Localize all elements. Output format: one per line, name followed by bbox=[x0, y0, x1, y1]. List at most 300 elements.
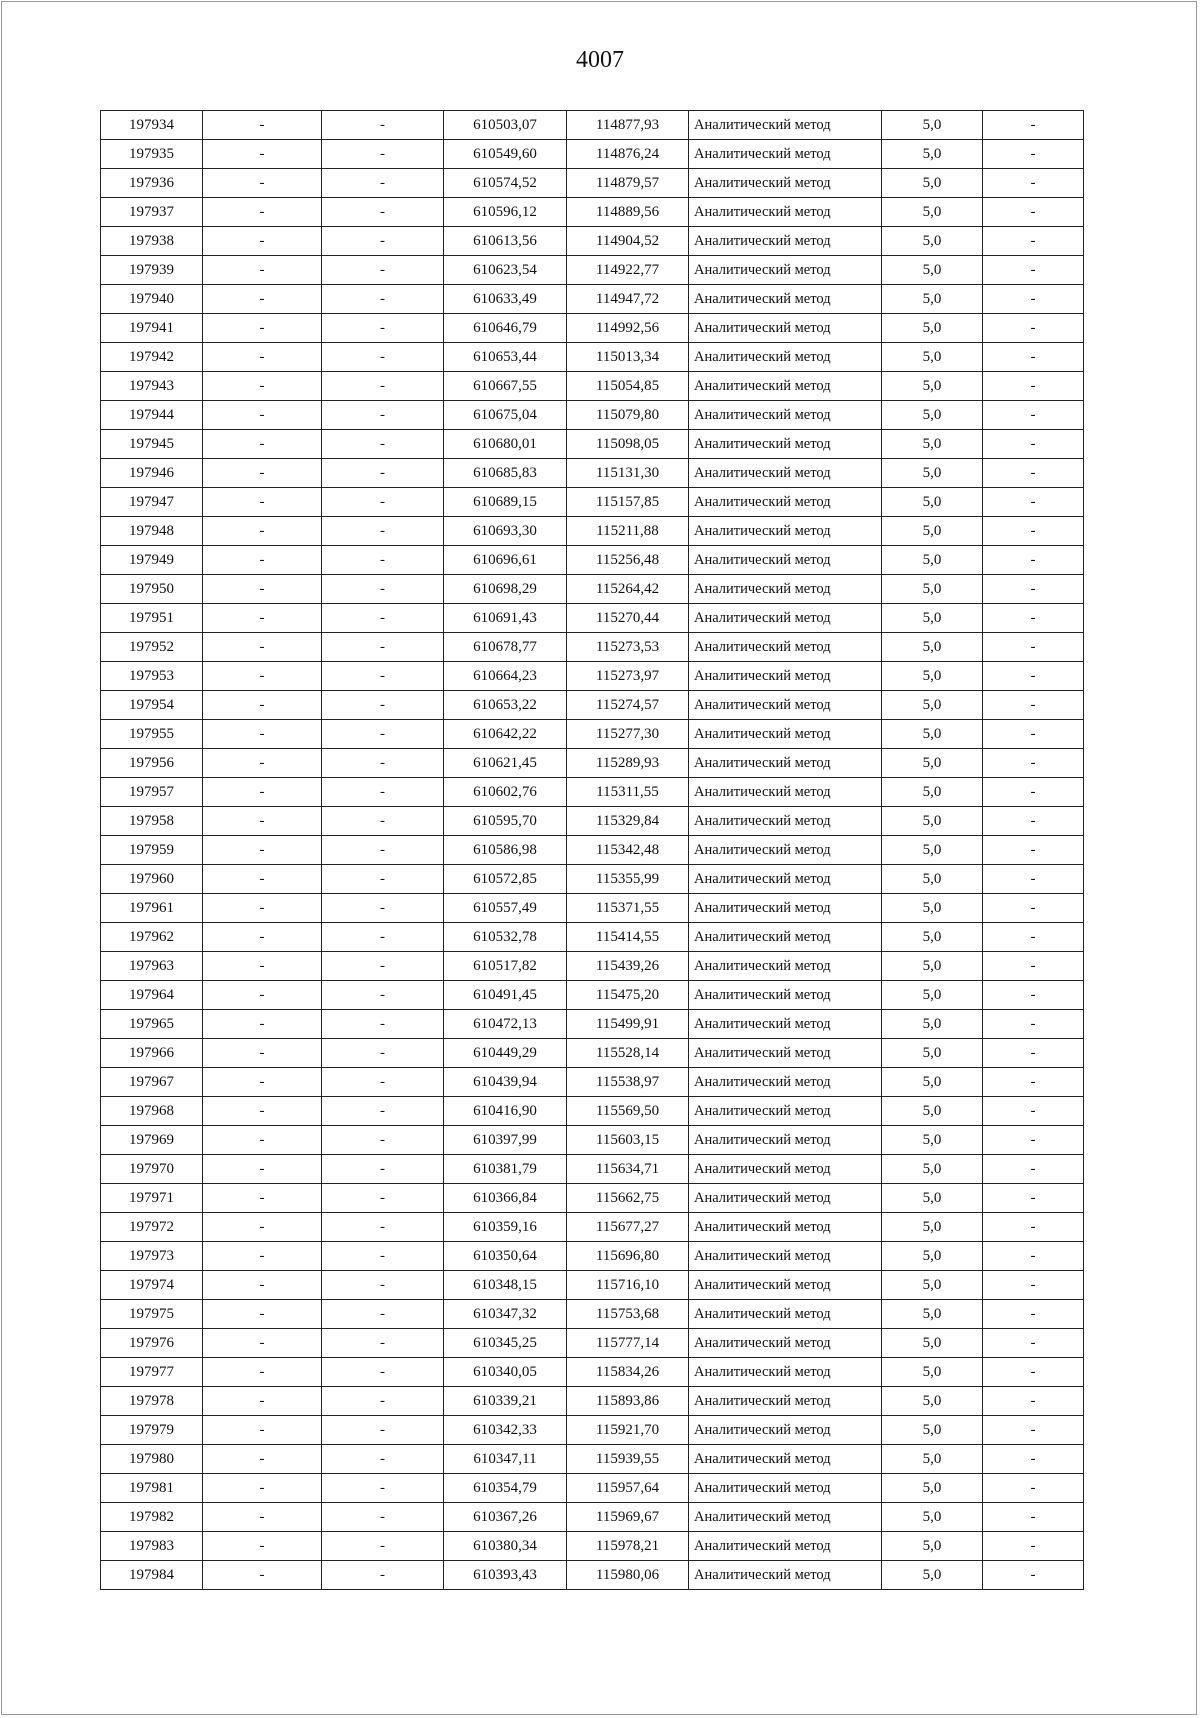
point-id-cell: 197974 bbox=[101, 1271, 203, 1300]
coord-x-cell: 610698,29 bbox=[444, 575, 567, 604]
method-cell: Аналитический метод bbox=[689, 633, 882, 662]
accuracy-cell: 5,0 bbox=[882, 1126, 983, 1155]
empty-cell-a: - bbox=[203, 691, 322, 720]
coord-x-cell: 610381,79 bbox=[444, 1155, 567, 1184]
empty-cell-c: - bbox=[983, 1184, 1084, 1213]
coord-x-cell: 610359,16 bbox=[444, 1213, 567, 1242]
coord-y-cell: 115264,42 bbox=[567, 575, 689, 604]
coord-y-cell: 115274,57 bbox=[567, 691, 689, 720]
coord-y-cell: 115475,20 bbox=[567, 981, 689, 1010]
table-row bbox=[101, 604, 1084, 633]
accuracy-cell: 5,0 bbox=[882, 546, 983, 575]
empty-cell-a: - bbox=[203, 778, 322, 807]
accuracy-cell: 5,0 bbox=[882, 1416, 983, 1445]
empty-cell-b: - bbox=[322, 285, 444, 314]
empty-cell-c: - bbox=[983, 1329, 1084, 1358]
method-cell: Аналитический метод bbox=[689, 1474, 882, 1503]
accuracy-cell: 5,0 bbox=[882, 1300, 983, 1329]
coord-y-cell: 114889,56 bbox=[567, 198, 689, 227]
table-row bbox=[101, 1010, 1084, 1039]
method-cell: Аналитический метод bbox=[689, 459, 882, 488]
coord-x-cell: 610397,99 bbox=[444, 1126, 567, 1155]
method-cell: Аналитический метод bbox=[689, 1532, 882, 1561]
coord-x-cell: 610691,43 bbox=[444, 604, 567, 633]
empty-cell-a: - bbox=[203, 1329, 322, 1358]
page-number: 4007 bbox=[576, 47, 624, 73]
coord-x-cell: 610642,22 bbox=[444, 720, 567, 749]
empty-cell-b: - bbox=[322, 198, 444, 227]
point-id-cell: 197949 bbox=[101, 546, 203, 575]
point-id-cell: 197980 bbox=[101, 1445, 203, 1474]
method-cell: Аналитический метод bbox=[689, 140, 882, 169]
coord-y-cell: 114876,24 bbox=[567, 140, 689, 169]
empty-cell-b: - bbox=[322, 1184, 444, 1213]
method-cell: Аналитический метод bbox=[689, 749, 882, 778]
method-cell: Аналитический метод bbox=[689, 343, 882, 372]
method-cell: Аналитический метод bbox=[689, 720, 882, 749]
empty-cell-c: - bbox=[983, 546, 1084, 575]
coord-x-cell: 610503,07 bbox=[444, 111, 567, 140]
accuracy-cell: 5,0 bbox=[882, 1561, 983, 1590]
coord-x-cell: 610557,49 bbox=[444, 894, 567, 923]
empty-cell-a: - bbox=[203, 1387, 322, 1416]
empty-cell-b: - bbox=[322, 256, 444, 285]
empty-cell-a: - bbox=[203, 662, 322, 691]
accuracy-cell: 5,0 bbox=[882, 314, 983, 343]
empty-cell-a: - bbox=[203, 169, 322, 198]
empty-cell-b: - bbox=[322, 1503, 444, 1532]
method-cell: Аналитический метод bbox=[689, 546, 882, 575]
accuracy-cell: 5,0 bbox=[882, 633, 983, 662]
empty-cell-c: - bbox=[983, 865, 1084, 894]
table-row bbox=[101, 749, 1084, 778]
empty-cell-b: - bbox=[322, 662, 444, 691]
empty-cell-c: - bbox=[983, 111, 1084, 140]
empty-cell-b: - bbox=[322, 952, 444, 981]
coord-x-cell: 610367,26 bbox=[444, 1503, 567, 1532]
method-cell: Аналитический метод bbox=[689, 662, 882, 691]
accuracy-cell: 5,0 bbox=[882, 865, 983, 894]
empty-cell-b: - bbox=[322, 1271, 444, 1300]
accuracy-cell: 5,0 bbox=[882, 662, 983, 691]
method-cell: Аналитический метод bbox=[689, 691, 882, 720]
table-row bbox=[101, 1416, 1084, 1445]
empty-cell-a: - bbox=[203, 1039, 322, 1068]
table-row bbox=[101, 807, 1084, 836]
empty-cell-a: - bbox=[203, 1010, 322, 1039]
empty-cell-c: - bbox=[983, 633, 1084, 662]
coord-y-cell: 115969,67 bbox=[567, 1503, 689, 1532]
coord-y-cell: 115289,93 bbox=[567, 749, 689, 778]
method-cell: Аналитический метод bbox=[689, 865, 882, 894]
accuracy-cell: 5,0 bbox=[882, 198, 983, 227]
point-id-cell: 197961 bbox=[101, 894, 203, 923]
empty-cell-c: - bbox=[983, 778, 1084, 807]
point-id-cell: 197939 bbox=[101, 256, 203, 285]
method-cell: Аналитический метод bbox=[689, 517, 882, 546]
accuracy-cell: 5,0 bbox=[882, 894, 983, 923]
coord-x-cell: 610339,21 bbox=[444, 1387, 567, 1416]
point-id-cell: 197968 bbox=[101, 1097, 203, 1126]
point-id-cell: 197979 bbox=[101, 1416, 203, 1445]
method-cell: Аналитический метод bbox=[689, 1097, 882, 1126]
table-row bbox=[101, 430, 1084, 459]
point-id-cell: 197936 bbox=[101, 169, 203, 198]
table-row bbox=[101, 169, 1084, 198]
table-row bbox=[101, 691, 1084, 720]
coord-y-cell: 115414,55 bbox=[567, 923, 689, 952]
point-id-cell: 197934 bbox=[101, 111, 203, 140]
coord-y-cell: 115098,05 bbox=[567, 430, 689, 459]
coord-y-cell: 114922,77 bbox=[567, 256, 689, 285]
coord-x-cell: 610689,15 bbox=[444, 488, 567, 517]
point-id-cell: 197960 bbox=[101, 865, 203, 894]
table-row bbox=[101, 401, 1084, 430]
coord-y-cell: 115054,85 bbox=[567, 372, 689, 401]
empty-cell-b: - bbox=[322, 488, 444, 517]
coord-x-cell: 610678,77 bbox=[444, 633, 567, 662]
coord-y-cell: 115277,30 bbox=[567, 720, 689, 749]
method-cell: Аналитический метод bbox=[689, 981, 882, 1010]
accuracy-cell: 5,0 bbox=[882, 1039, 983, 1068]
accuracy-cell: 5,0 bbox=[882, 256, 983, 285]
table-row bbox=[101, 517, 1084, 546]
coord-y-cell: 114947,72 bbox=[567, 285, 689, 314]
coord-y-cell: 114904,52 bbox=[567, 227, 689, 256]
table-row bbox=[101, 546, 1084, 575]
point-id-cell: 197954 bbox=[101, 691, 203, 720]
table-row bbox=[101, 836, 1084, 865]
empty-cell-b: - bbox=[322, 227, 444, 256]
coord-x-cell: 610633,49 bbox=[444, 285, 567, 314]
empty-cell-c: - bbox=[983, 1068, 1084, 1097]
empty-cell-a: - bbox=[203, 575, 322, 604]
empty-cell-b: - bbox=[322, 1300, 444, 1329]
accuracy-cell: 5,0 bbox=[882, 1358, 983, 1387]
table-row bbox=[101, 720, 1084, 749]
point-id-cell: 197938 bbox=[101, 227, 203, 256]
empty-cell-b: - bbox=[322, 517, 444, 546]
empty-cell-a: - bbox=[203, 1184, 322, 1213]
empty-cell-c: - bbox=[983, 198, 1084, 227]
table-row bbox=[101, 1300, 1084, 1329]
empty-cell-c: - bbox=[983, 691, 1084, 720]
point-id-cell: 197950 bbox=[101, 575, 203, 604]
coord-y-cell: 115716,10 bbox=[567, 1271, 689, 1300]
empty-cell-b: - bbox=[322, 1242, 444, 1271]
point-id-cell: 197955 bbox=[101, 720, 203, 749]
table-row bbox=[101, 314, 1084, 343]
point-id-cell: 197935 bbox=[101, 140, 203, 169]
point-id-cell: 197946 bbox=[101, 459, 203, 488]
table-row bbox=[101, 1474, 1084, 1503]
empty-cell-a: - bbox=[203, 1213, 322, 1242]
method-cell: Аналитический метод bbox=[689, 1242, 882, 1271]
table-row bbox=[101, 343, 1084, 372]
point-id-cell: 197951 bbox=[101, 604, 203, 633]
point-id-cell: 197937 bbox=[101, 198, 203, 227]
table-row bbox=[101, 227, 1084, 256]
coord-y-cell: 114877,93 bbox=[567, 111, 689, 140]
empty-cell-a: - bbox=[203, 256, 322, 285]
empty-cell-c: - bbox=[983, 1271, 1084, 1300]
method-cell: Аналитический метод bbox=[689, 1416, 882, 1445]
accuracy-cell: 5,0 bbox=[882, 1387, 983, 1416]
empty-cell-b: - bbox=[322, 1474, 444, 1503]
accuracy-cell: 5,0 bbox=[882, 604, 983, 633]
point-id-cell: 197944 bbox=[101, 401, 203, 430]
accuracy-cell: 5,0 bbox=[882, 517, 983, 546]
accuracy-cell: 5,0 bbox=[882, 111, 983, 140]
coord-y-cell: 115211,88 bbox=[567, 517, 689, 546]
method-cell: Аналитический метод bbox=[689, 836, 882, 865]
accuracy-cell: 5,0 bbox=[882, 749, 983, 778]
table-row bbox=[101, 198, 1084, 227]
point-id-cell: 197978 bbox=[101, 1387, 203, 1416]
empty-cell-b: - bbox=[322, 836, 444, 865]
empty-cell-a: - bbox=[203, 1532, 322, 1561]
empty-cell-b: - bbox=[322, 1416, 444, 1445]
coord-x-cell: 610693,30 bbox=[444, 517, 567, 546]
coord-x-cell: 610347,11 bbox=[444, 1445, 567, 1474]
empty-cell-b: - bbox=[322, 923, 444, 952]
empty-cell-c: - bbox=[983, 1155, 1084, 1184]
coord-x-cell: 610380,34 bbox=[444, 1532, 567, 1561]
method-cell: Аналитический метод bbox=[689, 1126, 882, 1155]
coord-y-cell: 115662,75 bbox=[567, 1184, 689, 1213]
table-row bbox=[101, 1329, 1084, 1358]
point-id-cell: 197963 bbox=[101, 952, 203, 981]
method-cell: Аналитический метод bbox=[689, 923, 882, 952]
coord-y-cell: 115634,71 bbox=[567, 1155, 689, 1184]
accuracy-cell: 5,0 bbox=[882, 1213, 983, 1242]
method-cell: Аналитический метод bbox=[689, 778, 882, 807]
coord-x-cell: 610449,29 bbox=[444, 1039, 567, 1068]
accuracy-cell: 5,0 bbox=[882, 575, 983, 604]
empty-cell-b: - bbox=[322, 1532, 444, 1561]
point-id-cell: 197953 bbox=[101, 662, 203, 691]
point-id-cell: 197973 bbox=[101, 1242, 203, 1271]
accuracy-cell: 5,0 bbox=[882, 372, 983, 401]
point-id-cell: 197977 bbox=[101, 1358, 203, 1387]
point-id-cell: 197956 bbox=[101, 749, 203, 778]
empty-cell-a: - bbox=[203, 865, 322, 894]
table-row bbox=[101, 575, 1084, 604]
method-cell: Аналитический метод bbox=[689, 1010, 882, 1039]
empty-cell-a: - bbox=[203, 633, 322, 662]
coord-x-cell: 610621,45 bbox=[444, 749, 567, 778]
point-id-cell: 197972 bbox=[101, 1213, 203, 1242]
empty-cell-c: - bbox=[983, 662, 1084, 691]
empty-cell-c: - bbox=[983, 1039, 1084, 1068]
coord-y-cell: 115980,06 bbox=[567, 1561, 689, 1590]
accuracy-cell: 5,0 bbox=[882, 227, 983, 256]
coord-y-cell: 115893,86 bbox=[567, 1387, 689, 1416]
accuracy-cell: 5,0 bbox=[882, 1503, 983, 1532]
empty-cell-c: - bbox=[983, 952, 1084, 981]
table-row bbox=[101, 1097, 1084, 1126]
coord-y-cell: 115342,48 bbox=[567, 836, 689, 865]
empty-cell-a: - bbox=[203, 1068, 322, 1097]
coord-y-cell: 115603,15 bbox=[567, 1126, 689, 1155]
empty-cell-a: - bbox=[203, 749, 322, 778]
empty-cell-c: - bbox=[983, 459, 1084, 488]
accuracy-cell: 5,0 bbox=[882, 285, 983, 314]
method-cell: Аналитический метод bbox=[689, 169, 882, 198]
coord-y-cell: 114879,57 bbox=[567, 169, 689, 198]
table-row bbox=[101, 1242, 1084, 1271]
empty-cell-a: - bbox=[203, 1561, 322, 1590]
point-id-cell: 197957 bbox=[101, 778, 203, 807]
accuracy-cell: 5,0 bbox=[882, 952, 983, 981]
empty-cell-a: - bbox=[203, 923, 322, 952]
method-cell: Аналитический метод bbox=[689, 1445, 882, 1474]
point-id-cell: 197945 bbox=[101, 430, 203, 459]
empty-cell-a: - bbox=[203, 430, 322, 459]
accuracy-cell: 5,0 bbox=[882, 691, 983, 720]
coord-y-cell: 115371,55 bbox=[567, 894, 689, 923]
empty-cell-b: - bbox=[322, 1039, 444, 1068]
method-cell: Аналитический метод bbox=[689, 198, 882, 227]
empty-cell-c: - bbox=[983, 1503, 1084, 1532]
method-cell: Аналитический метод bbox=[689, 807, 882, 836]
empty-cell-c: - bbox=[983, 430, 1084, 459]
coord-x-cell: 610347,32 bbox=[444, 1300, 567, 1329]
accuracy-cell: 5,0 bbox=[882, 140, 983, 169]
empty-cell-a: - bbox=[203, 488, 322, 517]
method-cell: Аналитический метод bbox=[689, 604, 882, 633]
accuracy-cell: 5,0 bbox=[882, 1271, 983, 1300]
empty-cell-c: - bbox=[983, 1213, 1084, 1242]
accuracy-cell: 5,0 bbox=[882, 1474, 983, 1503]
empty-cell-a: - bbox=[203, 836, 322, 865]
empty-cell-c: - bbox=[983, 1474, 1084, 1503]
method-cell: Аналитический метод bbox=[689, 1068, 882, 1097]
empty-cell-b: - bbox=[322, 459, 444, 488]
coord-y-cell: 115753,68 bbox=[567, 1300, 689, 1329]
empty-cell-a: - bbox=[203, 227, 322, 256]
table-row bbox=[101, 1126, 1084, 1155]
empty-cell-a: - bbox=[203, 314, 322, 343]
coord-x-cell: 610354,79 bbox=[444, 1474, 567, 1503]
empty-cell-a: - bbox=[203, 1358, 322, 1387]
empty-cell-c: - bbox=[983, 517, 1084, 546]
empty-cell-c: - bbox=[983, 807, 1084, 836]
empty-cell-b: - bbox=[322, 1068, 444, 1097]
coord-x-cell: 610623,54 bbox=[444, 256, 567, 285]
coord-x-cell: 610602,76 bbox=[444, 778, 567, 807]
coord-x-cell: 610653,44 bbox=[444, 343, 567, 372]
accuracy-cell: 5,0 bbox=[882, 923, 983, 952]
empty-cell-c: - bbox=[983, 1126, 1084, 1155]
coord-y-cell: 115978,21 bbox=[567, 1532, 689, 1561]
coord-x-cell: 610366,84 bbox=[444, 1184, 567, 1213]
table-row bbox=[101, 1184, 1084, 1213]
empty-cell-a: - bbox=[203, 604, 322, 633]
point-id-cell: 197969 bbox=[101, 1126, 203, 1155]
table-body bbox=[101, 111, 1084, 1590]
coord-x-cell: 610340,05 bbox=[444, 1358, 567, 1387]
method-cell: Аналитический метод bbox=[689, 1184, 882, 1213]
coord-x-cell: 610345,25 bbox=[444, 1329, 567, 1358]
coord-x-cell: 610393,43 bbox=[444, 1561, 567, 1590]
point-id-cell: 197942 bbox=[101, 343, 203, 372]
accuracy-cell: 5,0 bbox=[882, 836, 983, 865]
empty-cell-a: - bbox=[203, 546, 322, 575]
table-row bbox=[101, 372, 1084, 401]
table-row bbox=[101, 1503, 1084, 1532]
coord-x-cell: 610664,23 bbox=[444, 662, 567, 691]
method-cell: Аналитический метод bbox=[689, 430, 882, 459]
point-id-cell: 197959 bbox=[101, 836, 203, 865]
method-cell: Аналитический метод bbox=[689, 1213, 882, 1242]
method-cell: Аналитический метод bbox=[689, 111, 882, 140]
method-cell: Аналитический метод bbox=[689, 314, 882, 343]
empty-cell-a: - bbox=[203, 1416, 322, 1445]
empty-cell-c: - bbox=[983, 1358, 1084, 1387]
empty-cell-b: - bbox=[322, 778, 444, 807]
coord-y-cell: 115939,55 bbox=[567, 1445, 689, 1474]
table-row bbox=[101, 778, 1084, 807]
empty-cell-a: - bbox=[203, 952, 322, 981]
coord-y-cell: 115499,91 bbox=[567, 1010, 689, 1039]
coord-x-cell: 610491,45 bbox=[444, 981, 567, 1010]
coord-y-cell: 115696,80 bbox=[567, 1242, 689, 1271]
coord-x-cell: 610646,79 bbox=[444, 314, 567, 343]
coord-x-cell: 610549,60 bbox=[444, 140, 567, 169]
empty-cell-b: - bbox=[322, 749, 444, 778]
table-row bbox=[101, 1561, 1084, 1590]
point-id-cell: 197965 bbox=[101, 1010, 203, 1039]
accuracy-cell: 5,0 bbox=[882, 1532, 983, 1561]
empty-cell-c: - bbox=[983, 256, 1084, 285]
empty-cell-a: - bbox=[203, 1474, 322, 1503]
method-cell: Аналитический метод bbox=[689, 372, 882, 401]
coord-x-cell: 610348,15 bbox=[444, 1271, 567, 1300]
point-id-cell: 197962 bbox=[101, 923, 203, 952]
empty-cell-a: - bbox=[203, 198, 322, 227]
method-cell: Аналитический метод bbox=[689, 488, 882, 517]
method-cell: Аналитический метод bbox=[689, 1561, 882, 1590]
coord-x-cell: 610685,83 bbox=[444, 459, 567, 488]
coord-y-cell: 115256,48 bbox=[567, 546, 689, 575]
coord-x-cell: 610595,70 bbox=[444, 807, 567, 836]
method-cell: Аналитический метод bbox=[689, 227, 882, 256]
empty-cell-a: - bbox=[203, 807, 322, 836]
point-id-cell: 197966 bbox=[101, 1039, 203, 1068]
empty-cell-b: - bbox=[322, 1445, 444, 1474]
empty-cell-c: - bbox=[983, 575, 1084, 604]
table-row bbox=[101, 111, 1084, 140]
empty-cell-c: - bbox=[983, 140, 1084, 169]
table-row bbox=[101, 1387, 1084, 1416]
table-row bbox=[101, 662, 1084, 691]
coord-x-cell: 610586,98 bbox=[444, 836, 567, 865]
accuracy-cell: 5,0 bbox=[882, 1155, 983, 1184]
accuracy-cell: 5,0 bbox=[882, 401, 983, 430]
accuracy-cell: 5,0 bbox=[882, 169, 983, 198]
point-id-cell: 197981 bbox=[101, 1474, 203, 1503]
point-id-cell: 197948 bbox=[101, 517, 203, 546]
empty-cell-c: - bbox=[983, 1561, 1084, 1590]
coord-y-cell: 115355,99 bbox=[567, 865, 689, 894]
empty-cell-b: - bbox=[322, 169, 444, 198]
empty-cell-b: - bbox=[322, 546, 444, 575]
empty-cell-b: - bbox=[322, 430, 444, 459]
empty-cell-c: - bbox=[983, 227, 1084, 256]
empty-cell-a: - bbox=[203, 140, 322, 169]
coord-y-cell: 115273,97 bbox=[567, 662, 689, 691]
